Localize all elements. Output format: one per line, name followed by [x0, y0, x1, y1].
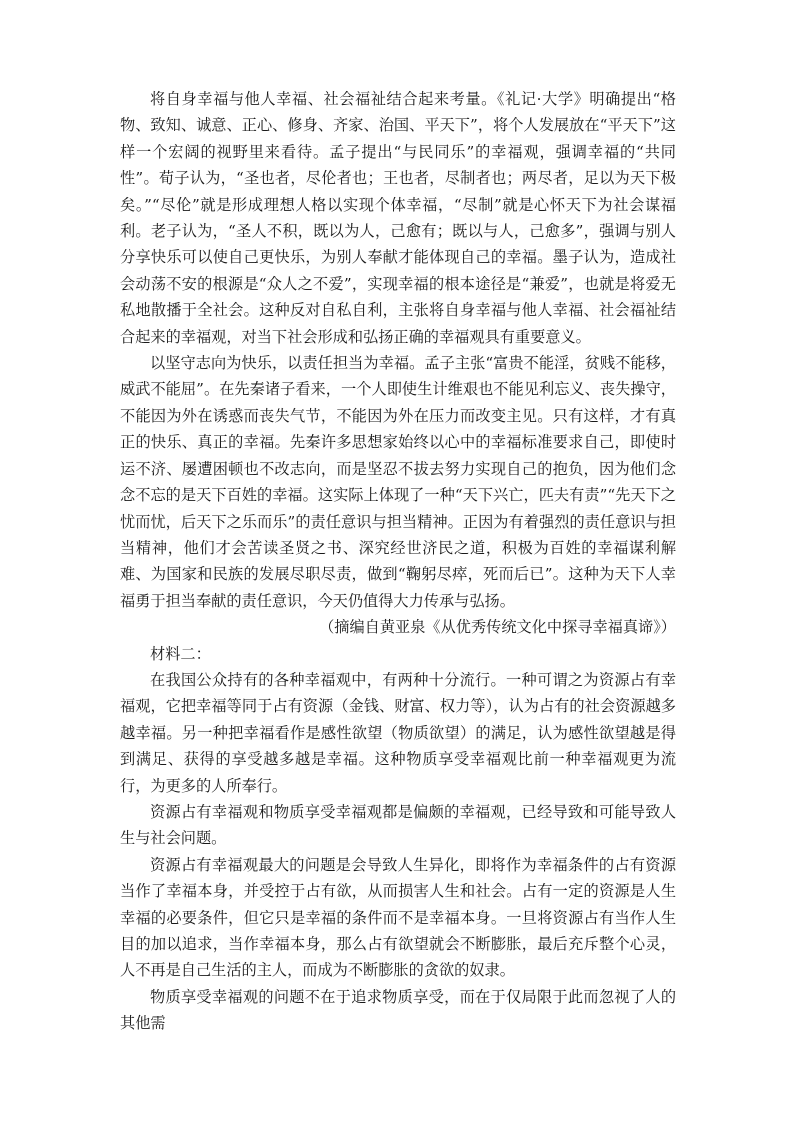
- paragraph-6: 物质享受幸福观的问题不在于追求物质享受，而在于仅局限于此而忽视了人的其他需: [120, 987, 676, 1033]
- source-citation: （摘编自黄亚泉《从优秀传统文化中探寻幸福真谛》）: [319, 618, 676, 637]
- document-body: [120, 86, 676, 1037]
- material-label: 材料二：: [150, 644, 211, 663]
- paragraph-5: 资源占有幸福观最大的问题是会导致人生异化，即将作为幸福条件的占有资源当作了幸福本身，并受控于占有欲，从而损害人生和社会。占有一定的资源是人生幸福的必要条件，但它只是幸福的条件而不是幸福本身。一旦将资源占有当作人生目的加以追求，当作幸福本身，那么占有欲望就会不断膨胀，最后充斥整个心灵，人不再是自己生活的主人，而成为不断膨胀的贪欲的奴隶。: [120, 855, 676, 980]
- paragraph-2: 以坚守志向为快乐，以责任担当为幸福。孟子主张“富贵不能淫，贫贱不能移，威武不能屈”。在先秦诸子看来，一个人即使生计维艰也不能见利忘义、丧失操守，不能因为外在诱惑而丧失气节，不能因为外在压力而改变主见。只有这样，才有真正的快乐、真正的幸福。先秦许多思想家始终以心中的幸福标准要求自己，即使时运不济、屡遭困顿也不改志向，而是坚忍不拔去努力实现自己的抱负，因为他们念念不忘的是天下百姓的幸福。这实际上体现了一种“天下兴亡，匹夫有责”“先天下之忧而忧，后天下之乐而乐”的责任意识与担当精神。正因为有着强烈的责任意识与担当精神，他们才会苦读圣贤之书、深究经世济民之道，积极为百姓的幸福谋利解难、为国家和民族的发展尽职尽责，做到“鞠躬尽瘁，死而后已”。这种为天下人幸福勇于担当奉献的责任意识，今天仍值得大力传承与弘扬。: [120, 354, 676, 610]
- paragraph-4: 资源占有幸福观和物质享受幸福观都是偏颇的幸福观，已经导致和可能导致人生与社会问题。: [120, 802, 676, 848]
- paragraph-1: 将自身幸福与他人幸福、社会福祉结合起来考量。《礼记·大学》明确提出“格物、致知、诚意、正心、修身、齐家、治国、平天下”，将个人发展放在“平天下”这样一个宏阔的视野里来看待。孟子提出“与民同乐”的幸福观，强调幸福的“共同性”。荀子认为，“圣也者，尽伦者也；王也者，尽制者也；两尽者，足以为天下极矣。”“尽伦”就是形成理想人格以实现个体幸福，“尽制”就是心怀天下为社会谋福利。老子认为，“圣人不积，既以为人，己愈有；既以与人，己愈多”，强调与别人分享快乐可以使自己更快乐，为别人奉献才能体现自己的幸福。墨子认为，造成社会动荡不安的根源是“众人之不爱”，实现幸福的根本途径是“兼爱”，也就是将爱无私地散播于全社会。这种反对自私自利，主张将自身幸福与他人幸福、社会福祉结合起来的幸福观，对当下社会形成和弘扬正确的幸福观具有重要意义。: [120, 90, 676, 346]
- paragraph-3: 在我国公众持有的各种幸福观中，有两种十分流行。一种可谓之为资源占有幸福观，它把幸福等同于占有资源（金钱、财富、权力等），认为占有的社会资源越多越幸福。另一种把幸福看作是感性欲望（物质欲望）的满足，认为感性欲望越是得到满足、获得的享受越多越是幸福。这种物质享受幸福观比前一种幸福观更为流行，为更多的人所奉行。: [120, 670, 676, 795]
